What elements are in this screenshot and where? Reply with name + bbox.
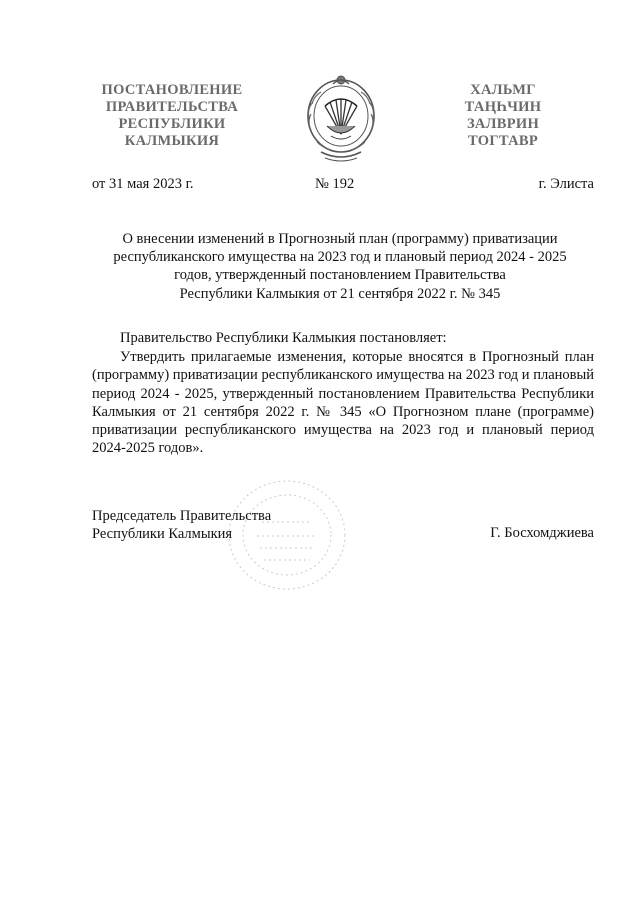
document-city: г. Элиста [538, 176, 594, 192]
header-left-line: ПОСТАНОВЛЕНИЕ [101, 82, 243, 98]
title-line: годов, утвержденный постановлением Правительства [174, 267, 506, 284]
header-right-line: ТОГТАВР [467, 133, 539, 149]
header-left-line: РЕСПУБЛИКИ [118, 116, 226, 132]
header-right-line: ТАҢҺЧИН [464, 99, 542, 115]
document-meta [92, 176, 594, 196]
document-date: от 31 мая 2023 г. [92, 176, 194, 192]
header-title-kalmyk [448, 82, 558, 150]
document-number: № 192 [315, 176, 355, 192]
resolution-paragraph: Утвердить прилагаемые изменения, которые вносятся в Прогнозный план (программу) приватизации республиканского имущества на 2023 год и плановый период 2024 - 2025, утвержденный постановлением Правительства Республики Калмыкия от 21 сентября 2022 г. № 345 «О Прогнозном плане (программе) приватизации республиканского имущества на 2023 год и плановый период 2024-2025 годов». [92, 349, 594, 457]
header-left-line: КАЛМЫКИЯ [124, 133, 220, 149]
signatory-position-line: Республики Калмыкия [92, 525, 233, 542]
resolution-intro: Правительство Республики Калмыкия постановляет: [120, 330, 447, 346]
signatory-position [92, 508, 271, 543]
kalmykia-coat-of-arms-icon [303, 72, 379, 164]
signatory-name: Г. Босхомджиева [490, 525, 594, 541]
title-line: республиканского имущества на 2023 год и плановый период 2024 - 2025 [113, 249, 567, 266]
header-right-line: ХАЛЬМГ [470, 82, 536, 98]
signatory-position-line: Председатель Правительства [92, 508, 272, 524]
header-title-russian [92, 82, 252, 150]
title-line: О внесении изменений в Прогнозный план (программу) приватизации [122, 231, 558, 247]
document-title [86, 230, 594, 303]
title-line: Республики Калмыкия от 21 сентября 2022 г. № 345 [179, 285, 501, 302]
header-left-line: ПРАВИТЕЛЬСТВА [105, 99, 239, 115]
header-right-line: ЗАЛВРИН [466, 116, 540, 132]
